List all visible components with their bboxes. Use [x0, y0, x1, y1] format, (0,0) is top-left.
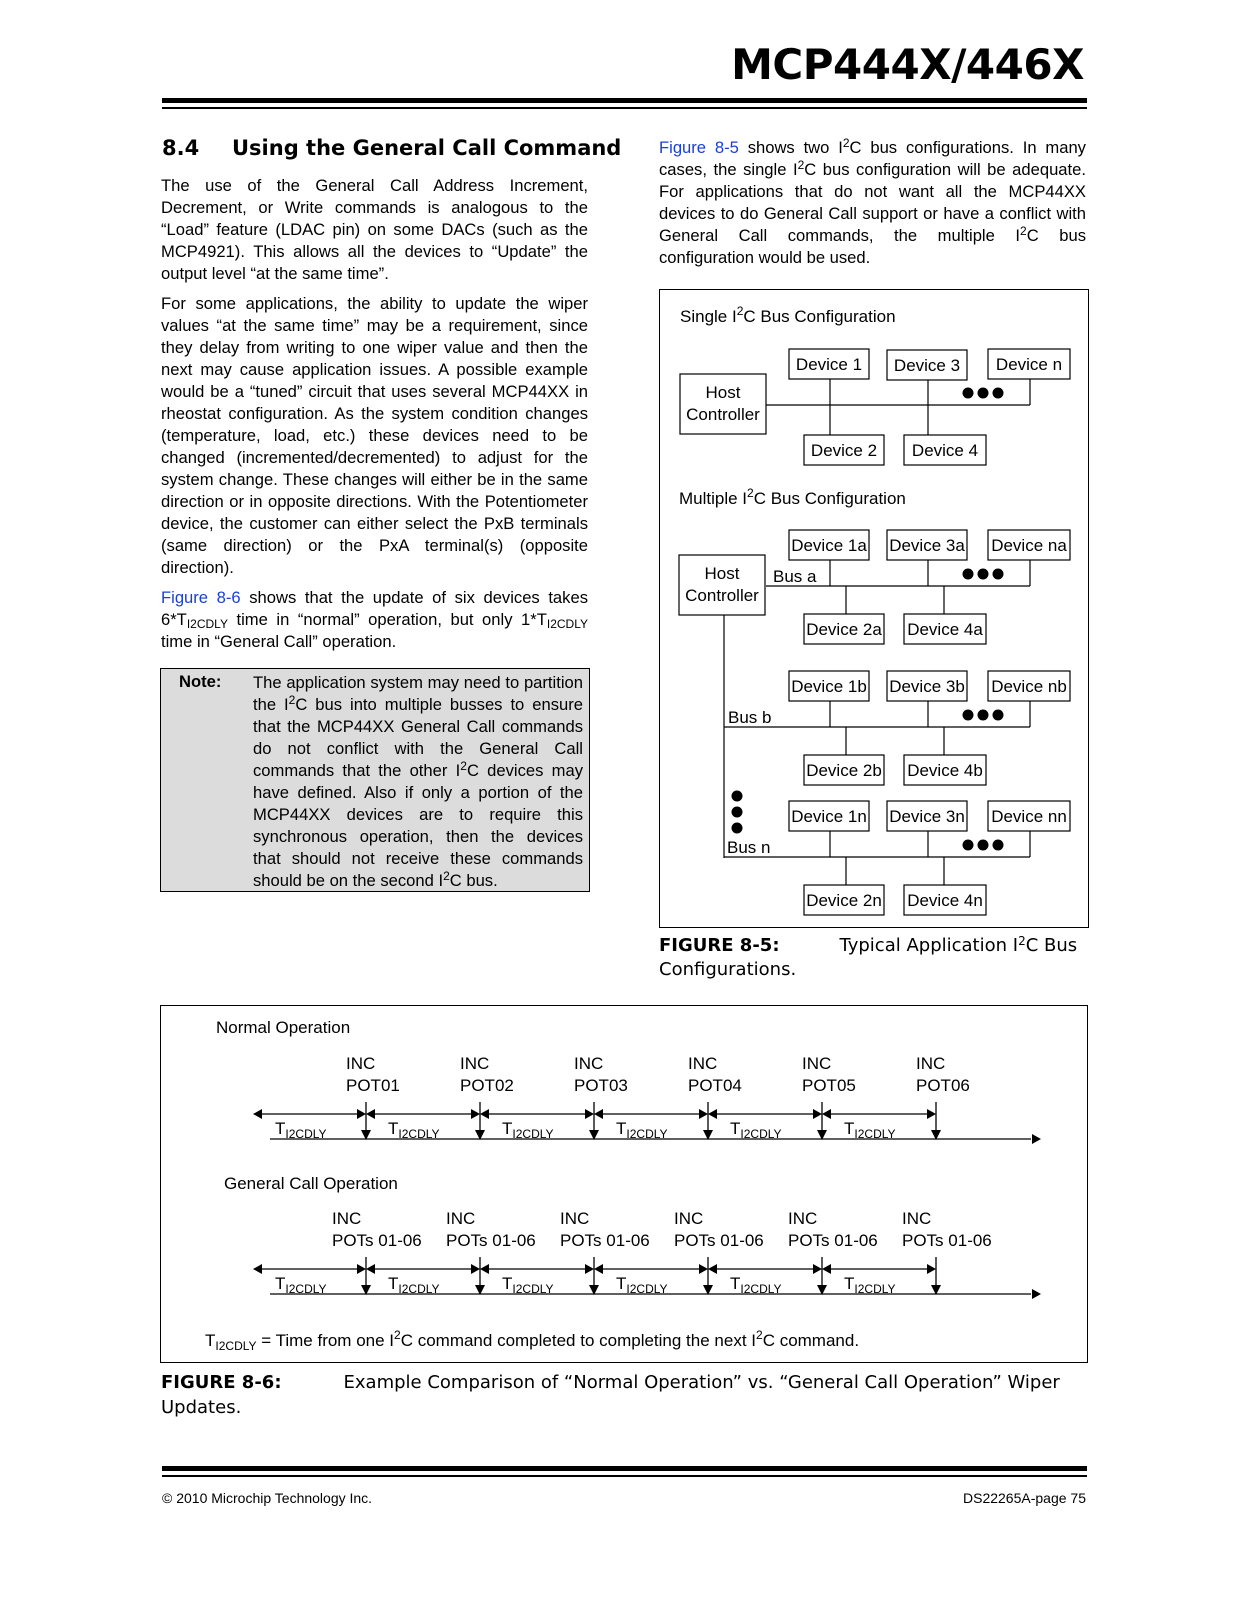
svg-text:Device 4: Device 4 — [911, 441, 979, 460]
paragraph-applications: For some applications, the ability to update the wiper values “at the same time” may be a requirement, since they delay from writing to one wiper value and then the next may cause application issues. A possible example would be a “tuned” circuit that uses several MCP44XX in rheostat configuration. As the system condition changes (temperature, load, etc.) these devices need to be changed (incremented/decremented) to adjust for the system change. These changes will either be in the same direction or in opposite directions. With the Potentiometer device, the customer can either select the PxB terminals (same direction) or the PxA terminal(s) (opposite direction). — [161, 294, 588, 577]
inc-label: INC — [460, 1054, 490, 1073]
interval-arrow — [822, 1109, 936, 1141]
figure-8-6-link[interactable]: Figure 8-6 — [161, 588, 241, 607]
tdly-label: $T_{I2CDLY}$ — [616, 1119, 668, 1141]
section-title: Using the General Call Command — [232, 136, 622, 160]
tdly-label: $T_{I2CDLY}$ — [275, 1274, 327, 1296]
normal-operation-title: Normal Operation — [216, 1018, 351, 1037]
paragraph-general-call: The use of the General Call Address Increment, Decrement, or Write commands is analogous to the “Load” feature (LDAC pin) on some DACs (such as the MCP4921). This allows all the devices to “Update” the output level “at the same time”. — [161, 176, 588, 283]
svg-text:Host: Host — [704, 564, 740, 583]
svg-text:Controller: Controller — [686, 405, 760, 424]
paragraph-figure-8-6-ref: Figure 8-6 shows that the update of six devices takes $6*T_{I2CDLY}$ time in “normal” operation, but only $1*T_{I2CDLY}$ time in “General Call” operation. — [161, 588, 588, 651]
pot-label: POTs 01-06 — [674, 1231, 764, 1250]
pot-label: POTs 01-06 — [332, 1231, 422, 1250]
inc-marker — [916, 1054, 970, 1140]
note-label: Note: — [179, 672, 222, 691]
svg-text:Controller: Controller — [685, 586, 759, 605]
svg-text:Device 4n: Device 4n — [907, 891, 983, 910]
inc-label: INC — [916, 1054, 946, 1073]
device-box — [789, 530, 869, 560]
ellipsis-dots — [963, 569, 1004, 580]
svg-text:Device 4b: Device 4b — [907, 761, 983, 780]
interval-arrow — [366, 1264, 480, 1296]
figure-8-6-box — [160, 1005, 1088, 1363]
note-box — [160, 668, 590, 892]
multiple-config-title: Multiple $I^2C$ Bus Configuration — [679, 486, 906, 508]
inc-label: INC — [902, 1209, 932, 1228]
svg-text:Device 1n: Device 1n — [791, 807, 867, 826]
interval-arrow — [708, 1264, 822, 1296]
svg-text:Device 3n: Device 3n — [889, 807, 965, 826]
i2c-bus-configuration-diagram — [660, 290, 1088, 927]
device-box — [804, 435, 884, 465]
figure-8-5-caption: FIGURE 8-5: Typical Application $I^2C$ Bus Configurations. — [659, 934, 1078, 980]
footer-rule-thin — [162, 1475, 1087, 1477]
inc-label: INC — [560, 1209, 590, 1228]
device-box — [804, 755, 884, 785]
svg-text:Device 1b: Device 1b — [791, 677, 867, 696]
device-box — [789, 349, 869, 379]
tdly-label: $T_{I2CDLY}$ — [730, 1274, 782, 1296]
svg-text:Device 2: Device 2 — [810, 441, 878, 460]
single-config-title: Single $I^2C$ Bus Configuration — [680, 304, 896, 326]
pot-label: POT05 — [802, 1076, 856, 1095]
inc-marker — [902, 1209, 992, 1295]
pot-label: POTs 01-06 — [560, 1231, 650, 1250]
pot-label: POT06 — [916, 1076, 970, 1095]
device-box — [887, 530, 967, 560]
header-rule-thick — [162, 98, 1087, 103]
interval-arrow — [480, 1109, 594, 1141]
svg-text:Device nb: Device nb — [991, 677, 1067, 696]
interval-arrow — [366, 1109, 480, 1141]
footer-page-number: DS22265A-page 75 — [963, 1490, 1086, 1506]
left-column — [161, 175, 588, 661]
svg-text:Device na: Device na — [991, 536, 1067, 555]
general-call-title: General Call Operation — [224, 1174, 398, 1193]
host-controller-single — [680, 374, 766, 434]
device-box — [789, 671, 869, 701]
header-rule-thin — [162, 107, 1087, 109]
tdly-legend: $T_{I2CDLY}$ = Time from one $I^2C$ command completed to completing the next $I^2C$ command. — [205, 1328, 860, 1353]
inc-label: INC — [332, 1209, 362, 1228]
interval-arrow — [594, 1264, 708, 1296]
interval-arrow — [708, 1109, 822, 1141]
device-box — [804, 614, 884, 644]
interval-arrow — [594, 1109, 708, 1141]
right-column-paragraph: Figure 8-5 shows two $I^2C$ bus configurations. In many cases, the single $I^2C$ bus configuration will be adequate. For applications that do not want all the MCP44XX devices to do General Call support or have a conflict with General Call commands, the multiple $I^2C$ bus configuration would be used. — [659, 136, 1086, 267]
device-box — [904, 885, 986, 915]
pot-label: POTs 01-06 — [902, 1231, 992, 1250]
inc-label: INC — [446, 1209, 476, 1228]
tdly-label: $T_{I2CDLY}$ — [730, 1119, 782, 1141]
device-box — [988, 801, 1070, 831]
device-box — [887, 671, 967, 701]
ellipsis-dots — [963, 710, 1004, 721]
vertical-ellipsis-dots — [732, 791, 743, 834]
device-box — [904, 614, 986, 644]
svg-text:Device 3: Device 3 — [893, 356, 961, 375]
figure-8-6-caption: FIGURE 8-6: Example Comparison of “Normal Operation” vs. “General Call Operation” Wiper Updates. — [161, 1372, 1060, 1418]
pot-label: POTs 01-06 — [788, 1231, 878, 1250]
normal-row — [253, 1054, 1041, 1144]
pot-label: POT01 — [346, 1076, 400, 1095]
device-box — [904, 435, 986, 465]
document-header-title: MCP444X/446X — [731, 40, 1084, 89]
pot-label: POT02 — [460, 1076, 514, 1095]
svg-text:Device 4a: Device 4a — [907, 620, 983, 639]
inc-label: INC — [574, 1054, 604, 1073]
figure-8-5-link[interactable]: Figure 8-5 — [659, 138, 739, 157]
tdly-label: $T_{I2CDLY}$ — [275, 1119, 327, 1141]
svg-text:Host: Host — [705, 383, 741, 402]
device-box — [887, 801, 967, 831]
tdly-label: $T_{I2CDLY}$ — [616, 1274, 668, 1296]
inc-label: INC — [788, 1209, 818, 1228]
svg-text:Device 1: Device 1 — [795, 355, 863, 374]
tdly-label: $T_{I2CDLY}$ — [844, 1119, 896, 1141]
interval-arrow — [253, 1109, 366, 1141]
figure-8-5-box — [659, 289, 1089, 928]
note-text: The application system may need to partition the $I^2C$ bus into multiple busses to ensure that the MCP44XX General Call commands do not conflict with the General Call commands that the other $I^2C$ devices may have defined. Also if only a portion of the MCP44XX devices are to require this synchronous operation, then the devices that should not receive these commands should be on the second $I^2C$ bus. — [253, 673, 583, 890]
tdly-label: $T_{I2CDLY}$ — [502, 1274, 554, 1296]
device-box — [804, 885, 884, 915]
svg-text:Device 3a: Device 3a — [889, 536, 965, 555]
device-boxes — [679, 349, 1070, 915]
tdly-label: $T_{I2CDLY}$ — [388, 1119, 440, 1141]
section-number: 8.4 — [162, 136, 200, 160]
svg-text:Device nn: Device nn — [991, 807, 1067, 826]
interval-arrow — [822, 1264, 936, 1296]
inc-label: INC — [346, 1054, 376, 1073]
footer-copyright: © 2010 Microchip Technology Inc. — [162, 1490, 373, 1506]
svg-text:Device 2b: Device 2b — [806, 761, 882, 780]
svg-text:Device 2n: Device 2n — [806, 891, 882, 910]
device-box — [988, 530, 1070, 560]
interval-arrow — [253, 1264, 366, 1296]
interval-arrow — [480, 1264, 594, 1296]
host-controller-multiple — [679, 555, 765, 615]
inc-label: INC — [802, 1054, 832, 1073]
section-heading — [162, 136, 621, 160]
device-box — [904, 755, 986, 785]
tdly-label: $T_{I2CDLY}$ — [844, 1274, 896, 1296]
svg-text:Device 3b: Device 3b — [889, 677, 965, 696]
device-box — [887, 350, 967, 380]
svg-text:Device n: Device n — [995, 355, 1063, 374]
pot-label: POT03 — [574, 1076, 628, 1095]
bus-b-label: Bus b — [728, 708, 772, 727]
footer-rule-thick — [162, 1466, 1087, 1471]
bus-a-label: Bus a — [773, 567, 817, 586]
device-box — [988, 349, 1070, 379]
inc-label: INC — [688, 1054, 718, 1073]
inc-label: INC — [674, 1209, 704, 1228]
timing-comparison-diagram — [161, 1006, 1087, 1362]
device-box — [789, 801, 869, 831]
svg-text:Device 1a: Device 1a — [791, 536, 867, 555]
tdly-label: $T_{I2CDLY}$ — [388, 1274, 440, 1296]
ellipsis-dots — [963, 840, 1004, 851]
bus-n-label: Bus n — [727, 838, 771, 857]
pot-label: POTs 01-06 — [446, 1231, 536, 1250]
general-call-row — [253, 1209, 1041, 1299]
tdly-label: $T_{I2CDLY}$ — [502, 1119, 554, 1141]
svg-text:Device 2a: Device 2a — [806, 620, 882, 639]
ellipsis-dots — [963, 388, 1004, 399]
device-box — [988, 671, 1070, 701]
pot-label: POT04 — [688, 1076, 742, 1095]
